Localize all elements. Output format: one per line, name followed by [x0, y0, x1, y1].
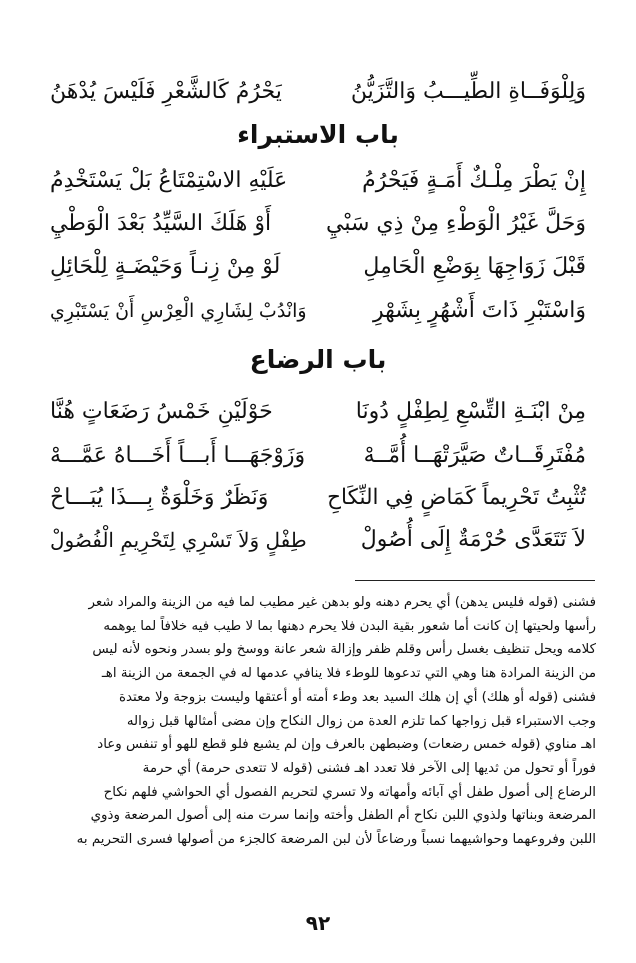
rada-verse	[50, 478, 586, 518]
commentary-line: اهـ مناوي (قوله خمس رضعات) وضبطهن بالعرف وإن لم يشبع فلو قطع للهو أو تنفس وعاد	[97, 737, 596, 753]
verse-second-hemistich: حَوْلَيْنِ خَمْسُ رَضَعَاتٍ هُنَّا	[50, 399, 273, 424]
chapter-heading-istibra: باب الاستبراء	[237, 120, 399, 149]
commentary-line: فشنى (قوله أو هلك) أي إن هلك السيد بعد وطء أمته أو أعتقها وليست بزوجة ولا معتدة	[119, 689, 596, 705]
commentary-line: كلامه ويحل تنظيف بغسل رأس وقلم ظفر وإزالة شعر عانة ووسخ ولو بسدر ونحوه لأنه ليس	[92, 642, 596, 658]
footnote-divider	[355, 580, 595, 581]
verse-first-hemistich: وَاسْتَبْرِ ذَاتَ أَشْهُرٍ بِشَهْرِ	[372, 298, 586, 323]
page-number: ٩٢	[305, 911, 331, 935]
istibra-verse	[50, 204, 586, 244]
verse-first-hemistich: وَحَلَّ غَيْرُ الْوَطْءِ مِنْ ذِي سَبْيِ	[326, 211, 586, 236]
verse-first-hemistich: إِنْ يَطْرَ مِلْـكٌ أَمَـةٍ فَيَحْرُمُ	[362, 168, 586, 193]
commentary-block	[40, 591, 596, 852]
commentary-line: من الزينة المرادة هنا وهي التي تدعوها للوطء فلا ينافي عدمها له في الجمعة من الزينة اهـ	[101, 666, 596, 682]
commentary-line: فشنى (قوله فليس يدهن) أي يحرم دهنه ولو بدهن غير مطيب لما فيه من الزينة والمراد شعر	[88, 595, 596, 610]
rada-verse	[50, 520, 586, 560]
commentary-line: وجب الاستبراء قبل زواجها كما تلزم العدة من زوال النكاح وإن مضى أمثالها قبل زواله	[126, 713, 596, 729]
verse-second-hemistich: وَانْدُبْ لِشَارِي الْعِرْسِ أَنْ يَسْتَبْرِي	[50, 300, 307, 322]
commentary-line: المرضعة وبناتها ولذوي اللبن نكاح أم الطفل وأخته وإنما سرت منه إلى أصول المرضعة وذوي	[90, 808, 596, 824]
commentary-line: اللبن وفروعهما وحواشيهما نسباً ورضاعاً لأن لبن المرضعة كالجزء من أصولها فسرى التحريم به	[76, 832, 596, 848]
verse-first-hemistich: قَبْلَ زَوَاجِهَا بِوَضْعِ الْحَامِلِ	[363, 254, 586, 279]
verse-first-hemistich: مُفْتَرِقَــاتٌ صَيَّرَتْهَــا أُمَّــهْ	[363, 443, 586, 468]
verse-second-hemistich: أَوْ هَلَكَ السَّيِّدُ بَعْدَ الْوَطْيِ	[50, 211, 272, 236]
commentary-line: رأسها ولحيتها إن كانت أما شعور بقية البدن فلا يحرم دهنها بما لا طيب فيه خلافاً لما يوهمه	[103, 618, 596, 634]
verse-second-hemistich: عَلَيْهِ الاسْتِمْتَاعُ بَلْ يَسْتَخْدِمُ	[50, 168, 288, 193]
commentary-line: فوراً أو تحول من ثديها إلى الآخر فلا تعدد اهـ فشنى (قوله لا تتعدى حرمة) أي حرمة	[142, 760, 596, 776]
opening-verse	[50, 72, 586, 112]
chapter-heading-rada: باب الرضاع	[249, 345, 387, 374]
verse-first-hemistich: تُثْبِتُ تَحْرِيماً كَمَاضٍ فِي النِّكَاحِ	[327, 485, 586, 510]
verse-first-hemistich: وَلِلْوَفَــاةِ الطِّيـــبُ وَالتَّزَيُّنُ	[350, 79, 586, 104]
istibra-verse	[50, 161, 586, 201]
verse-second-hemistich: وَزَوْجَهَـــا أَبـــاً أَخَـــاهُ عَمَّـــهْ	[50, 443, 306, 468]
istibra-verse	[50, 291, 586, 331]
verse-second-hemistich: يَحْرُمُ كَالشَّعْرِ فَلَيْسَ يُدْهَنُ	[50, 79, 282, 104]
verse-second-hemistich: طِفْلٍ وَلاَ تَسْرِي لِتَحْرِيمِ الْفُصُولْ	[50, 528, 307, 552]
verse-first-hemistich: لاَ تَتَعَدَّى حُرْمَةٌ إِلَى أُصُولْ	[360, 527, 586, 552]
commentary-line: الرضاع إلى أصول طفل أي آبائه وأمهاته ولا تسري لتحريم الفصول أي الحواشي فلهم نكاح	[103, 784, 596, 800]
rada-verse	[50, 392, 586, 432]
verse-first-hemistich: مِنْ ابْنَـةِ التِّسْعِ لِطِفْلٍ دُونَا	[355, 399, 586, 424]
verse-second-hemistich: لَوْ مِنْ زِنـاً وَحَيْضَـةٍ لِلْحَائِلِ	[50, 254, 281, 279]
verse-second-hemistich: وَنَظَرٌ وَخَلْوَةٌ بِـــذَا يُبَـــاحْ	[50, 485, 269, 510]
rada-verse	[50, 436, 586, 476]
istibra-verse	[50, 247, 586, 287]
